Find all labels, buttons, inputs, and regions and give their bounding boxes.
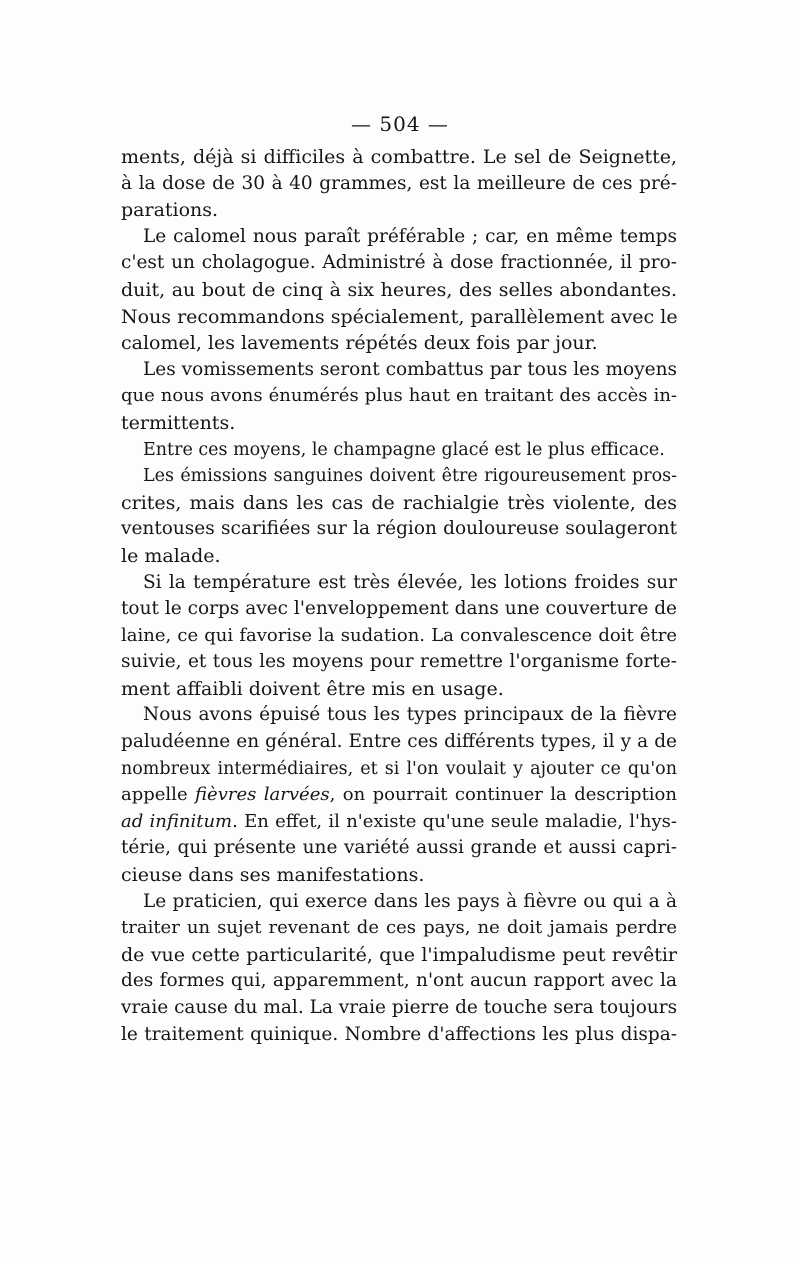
text-line: Le praticien, qui exerce dans les pays à fièvre ou qui a à (143, 890, 677, 912)
text-line: c'est un cholagogue. Administré à dose fractionnée, il pro- (121, 252, 677, 274)
page-number: — 504 — (351, 112, 449, 136)
italic-phrase: ad infinitum (121, 810, 233, 832)
text-line: suivie, et tous les moyens pour remettre l'organisme forte- (121, 651, 677, 673)
text-line: termittents. (121, 411, 236, 434)
text-line: le malade. (121, 544, 221, 567)
text-line: Nous avons épuisé tous les types principaux de la fièvre (143, 704, 677, 726)
text-line: Entre ces moyens, le champagne glacé est le plus efficace. (143, 439, 665, 460)
text-line: parations. (121, 199, 219, 222)
text-line (121, 809, 677, 836)
text-line: que nous avons énumérés plus haut en traitant des accès in- (121, 385, 677, 407)
text-line: ment affaibli doivent être mis en usage. (121, 677, 504, 700)
text-line: térie, qui présente une variété aussi grande et aussi capri- (121, 837, 677, 859)
text-line: Les vomissements seront combattus par tous les moyens (143, 358, 677, 380)
text-line: nombreux intermédiaires, et si l'on voulait y ajouter ce qu'on (121, 758, 677, 779)
text-line: Si la température est très élevée, les lotions froides sur (143, 571, 677, 593)
text-line: le traitement quinique. Nombre d'affections les plus dispa- (121, 1023, 677, 1045)
text-segment: . En effet, il n'existe qu'une seule maladie, l'hys- (232, 810, 677, 832)
text-line: crites, mais dans les cas de rachialgie très violente, des (121, 491, 677, 514)
text-line: cieuse dans ses manifestations. (121, 864, 425, 887)
text-line: laine, ce qui favorise la sudation. La convalescence doit être (121, 624, 677, 646)
italic-phrase: fièvres larvées (195, 784, 330, 806)
text-line: Le calomel nous paraît préférable ; car, en même temps (143, 225, 677, 247)
text-line: ventouses scarifiées sur la région douloureuse soulageront (121, 518, 677, 540)
text-segment: appelle (121, 784, 196, 806)
text-line: de vue cette particularité, que l'impaludisme peut revêtir (121, 943, 677, 966)
text-line: Nous recommandons spécialement, parallèlement avec le (121, 305, 678, 328)
text-segment: , on pourrait continuer la description (329, 784, 677, 806)
text-line: traiter un sujet revenant de ces pays, ne doit jamais perdre (121, 917, 677, 939)
text-line: paludéenne en général. Entre ces différents types, il y a de (121, 731, 677, 753)
text-line: des formes qui, apparemment, n'ont aucun rapport avec la (121, 970, 677, 992)
text-line: à la dose de 30 à 40 grammes, est la meilleure de ces pré- (121, 172, 677, 194)
text-line: ments, déjà si difficiles à combattre. Le sel de Seignette, (121, 146, 677, 168)
text-line (121, 782, 677, 809)
text-line: Les émissions sanguines doivent être rigoureusement pros- (143, 466, 677, 487)
body-text (121, 144, 677, 1048)
text-line: tout le corps avec l'enveloppement dans une couverture de (121, 598, 677, 620)
text-line: duit, au bout de cinq à six heures, des selles abondantes. (121, 278, 677, 301)
text-line: vraie cause du mal. La vraie pierre de touche sera toujours (121, 997, 678, 1018)
text-line: calomel, les lavements répétés deux fois par jour. (121, 332, 598, 355)
